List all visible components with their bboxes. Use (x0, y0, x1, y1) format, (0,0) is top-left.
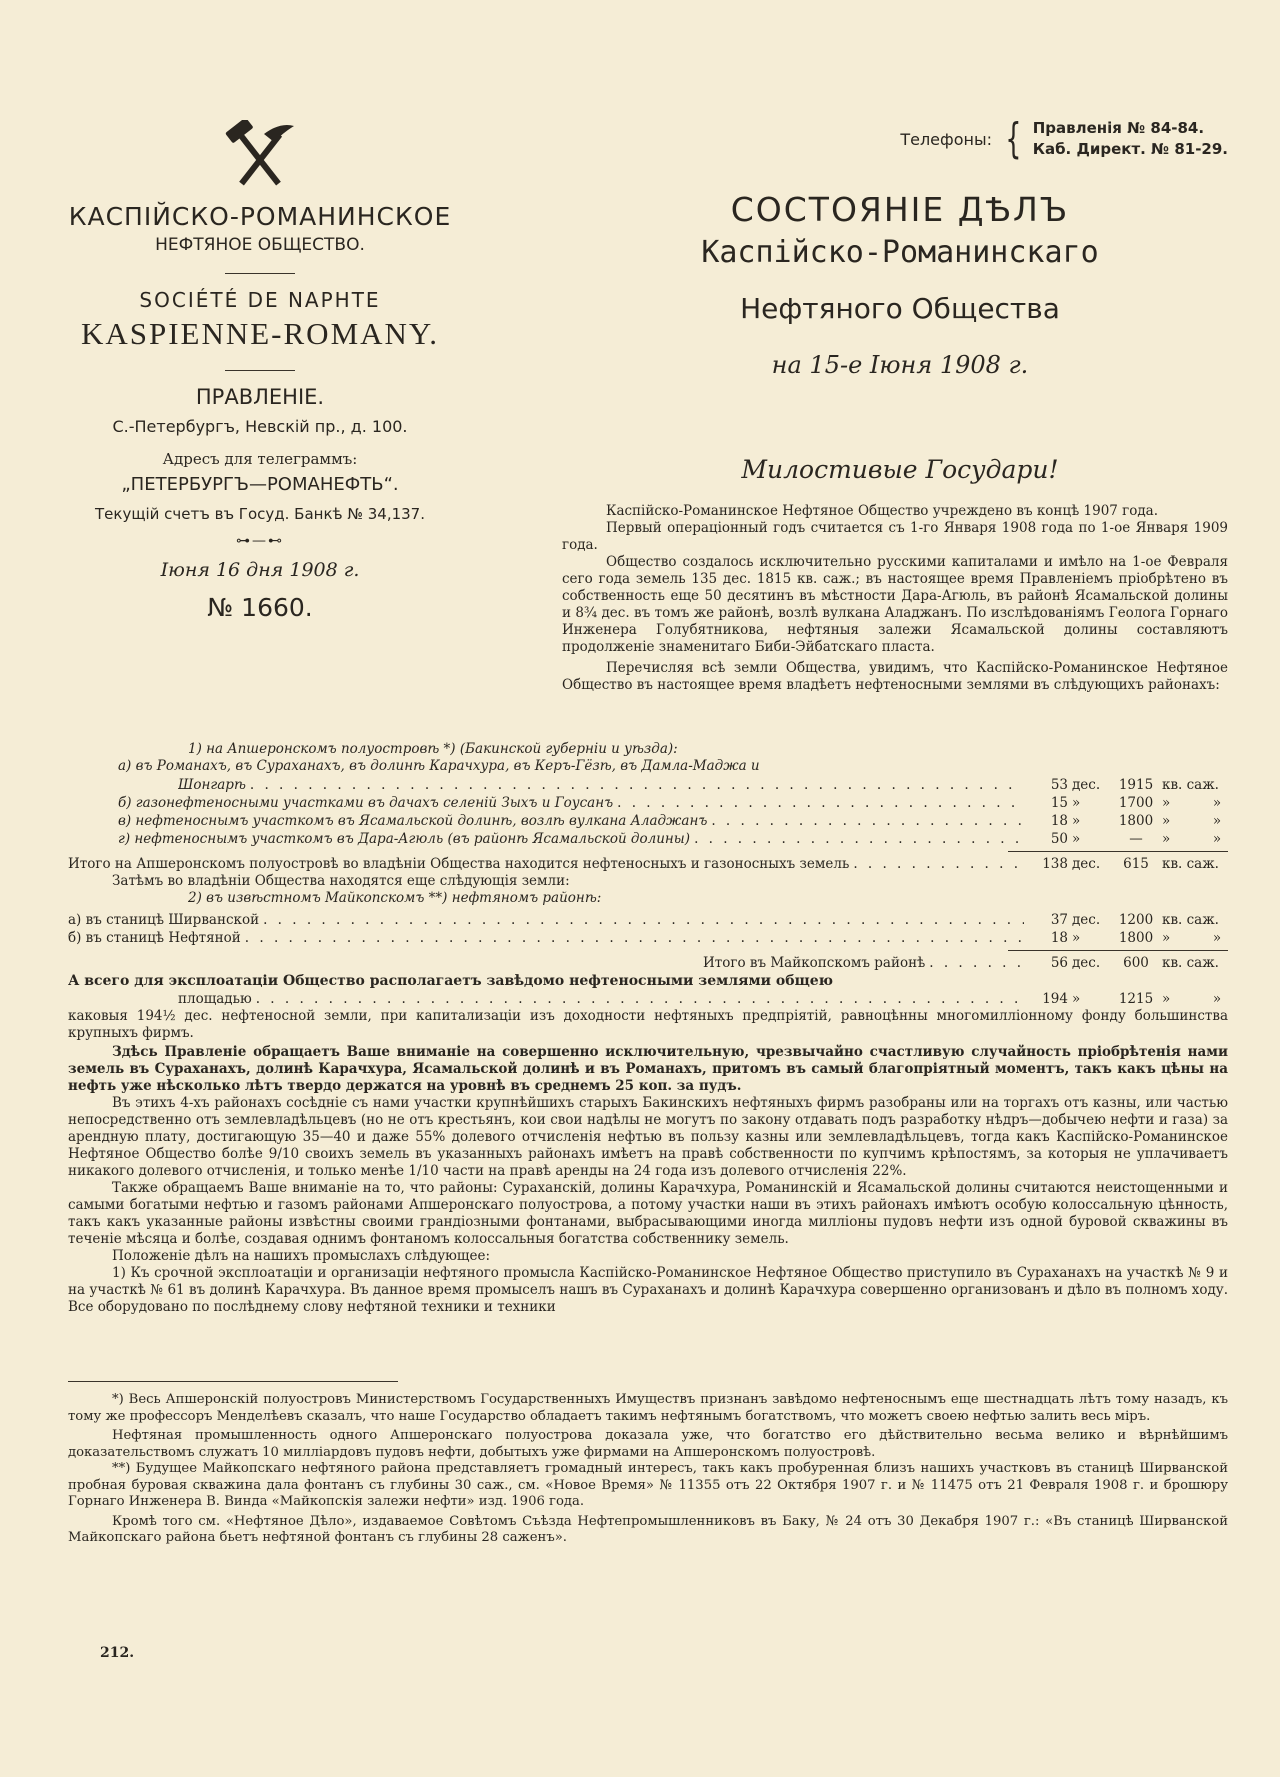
sazhen-value: 1200 (1118, 912, 1154, 928)
leader-dots (263, 912, 1024, 929)
maikop-row-a (68, 912, 1228, 929)
desiatin-value: 18 (1050, 813, 1068, 829)
total-label: Итого на Апшеронскомъ полуостровѣ во владѣніи Общества находится нефтеносныхъ и газоносныхъ земель (68, 856, 850, 872)
land-label: в) нефтеноснымъ участкомъ въ Ясамальской долинѣ, возлѣ вулкана Аладжанъ (118, 813, 708, 829)
sazhen-unit: кв. саж. (1162, 912, 1219, 928)
ornament-divider: ⊶—⊷ (236, 533, 284, 549)
sazhen-value: 1215 (1118, 991, 1154, 1007)
desiatin-value: 194 (1042, 991, 1068, 1007)
total-maikop-row (703, 955, 1228, 972)
desiatin-unit: » (1072, 991, 1081, 1007)
title-block (600, 190, 1200, 379)
grand-total-row (178, 991, 1228, 1008)
telephone-board: Правленія № 84-84. (1032, 119, 1205, 137)
land-label: г) нефтеноснымъ участкомъ въ Дара-Агюль (въ районѣ Ясамальской долины) (118, 831, 691, 847)
land-values (1024, 912, 1228, 929)
paragraph: Въ этихъ 4-хъ районахъ сосѣдніе съ нами участки крупнѣйшихъ старыхъ Бакинскихъ нефтяныхъ фирмъ разобраны или на торгахъ отъ казны, или частью непосредственно отъ землевладѣльцевъ (но не отъ крестьянъ, кои свои надѣлы не могутъ по закону отдавать подъ разработку нѣдръ—добычею нефти и газа) за арендную плату, достигающую 35—40 и даже 55% долевого отчисленія нефтью въ пользу казны или землевладѣльцевъ, тогда какъ Каспійско-Романинское Нефтяное Общество болѣе 9/10 своихъ земель въ указанныхъ районахъ имѣетъ на правѣ собственности по купчимъ крѣпостямъ, за которыя не уплачиваетъ никакого долевого отчисленія, и только менѣе 1/10 части на правѣ аренды на 24 года изъ долевого отчисленія 22%. (68, 1095, 1228, 1179)
desiatin-value: 18 (1050, 930, 1068, 946)
desiatin-unit: дес. (1072, 912, 1101, 928)
desiatin-unit: » (1072, 930, 1081, 946)
intro-text (562, 503, 1228, 694)
desiatin-unit: дес. (1072, 777, 1101, 793)
footnote-rule (68, 1381, 398, 1382)
footnotes (68, 1392, 1228, 1547)
paragraph: каковыя 194½ дес. нефтеносной земли, при капитализаціи изъ доходности нефтяныхъ предпріятій, равноцѣнны многомилліонному фонду большинства крупныхъ фирмъ. (68, 1008, 1228, 1041)
land-label: а) въ станицѣ Ширванской (68, 912, 260, 928)
footnote: **) Будущее Майкопскаго нефтяного района представляетъ громадный интересъ, такъ какъ пробуренная близъ нашихъ участковъ въ станицѣ Ширванской пробная буровая скважина дала фонтанъ съ глубины 30 саж., см. «Новое Время» № 11355 отъ 22 Октября 1907 г. и № 11475 отъ 21 Февраля 1908 г. и брошюру Горнаго Инженера В. Винда «Майкопскія залежи нефти» изд. 1906 года. (68, 1461, 1228, 1509)
land-row-g (118, 831, 1228, 848)
main-text (68, 1008, 1228, 1316)
ditto-mark: » (1212, 930, 1222, 946)
sazhen-unit: » (1162, 991, 1171, 1007)
board-heading: ПРАВЛЕНІЕ. (195, 385, 325, 409)
desiatin-value: 53 (1050, 777, 1068, 793)
company-name-fr-line1: SOCIÉTÉ DE NAPHTE (139, 288, 381, 312)
sazhen-value: 1800 (1118, 813, 1154, 829)
sazhen-unit: кв. саж. (1162, 777, 1219, 793)
land-values (1024, 831, 1228, 848)
paragraph: Общество создалось исключительно русскими капиталами и имѣло на 1-ое Февраля сего года земель 135 дес. 1815 кв. саж.; въ настоящее время Правленіемъ пріобрѣтено въ собственность еще 50 десятинъ въ мѣстности Дара-Агюль, въ районѣ Ясамальской долины и 8¾ дес. въ томъ же районѣ, возлѣ вулкана Аладжанъ. По изслѣдованіямъ Геолога Горнаго Инженера Голубятникова, нефтяныя залежи Ясамальской долины составляютъ продолженіе знаменитаго Биби-Эйбатскаго пласта. (562, 554, 1228, 655)
ditto-mark: » (1212, 813, 1222, 829)
company-name-fr-line2: KASPIENNE-ROMANY. (80, 316, 440, 351)
land-values (1024, 930, 1228, 947)
ditto-mark: » (1212, 831, 1222, 847)
company-name-ru-subtitle: НЕФТЯНОЕ ОБЩЕСТВО. (155, 235, 365, 255)
desiatin-unit: дес. (1072, 955, 1101, 971)
paragraph: Перечисляя всѣ земли Общества, увидимъ, что Каспійско-Романинское Нефтяное Общество въ настоящее время владѣетъ нефтеносными землями въ слѣдующихъ районахъ: (562, 660, 1228, 693)
land-row-v (118, 813, 1228, 830)
document-date: на 15-е Іюня 1908 г. (771, 351, 1029, 379)
desiatin-unit: » (1072, 813, 1081, 829)
desiatin-value: 37 (1050, 912, 1068, 928)
land-values (1024, 813, 1228, 830)
sazhen-unit: кв. саж. (1162, 955, 1219, 971)
section-maikop (68, 873, 1228, 907)
leader-dots (250, 777, 1024, 794)
telephone-list (1033, 118, 1228, 160)
sum-rule (1008, 851, 1228, 852)
leader-dots (245, 930, 1024, 947)
ditto-mark: » (1212, 991, 1222, 1007)
land-label: б) газонефтеносными участками въ дачахъ селеній Зыхъ и Гоусанъ (118, 795, 614, 811)
sazhen-value: 615 (1123, 856, 1149, 872)
leader-dots (256, 991, 1024, 1008)
footnote: *) Весь Апшеронскій полуостровъ Министерствомъ Государственныхъ Имуществъ признанъ завѣдомо нефтеноснымъ еще шестнадцать лѣтъ тому назадъ, къ тому же профессоръ Менделѣевъ сказалъ, что наше Государство обладаетъ такимъ нефтянымъ богатствомъ, что можетъ своею нефтью залить весь міръ. (68, 1392, 1228, 1424)
leader-dots (694, 831, 1024, 848)
land-values (1024, 777, 1228, 794)
leader-dots (711, 813, 1024, 830)
section-heading: 1) на Апшеронскомъ полуостровѣ *) (Бакинской губерніи и уѣзда): (188, 741, 678, 757)
sazhen-unit: » (1162, 795, 1171, 811)
leader-dots (617, 795, 1024, 812)
land-values (1024, 795, 1228, 812)
land-row-a-line1 (118, 758, 1228, 775)
section-heading: 2) въ извѣстномъ Майкопскомъ **) нефтяномъ районѣ: (188, 890, 602, 906)
ditto-mark: » (1212, 795, 1222, 811)
sazhen-unit: » (1162, 930, 1171, 946)
footnote: Нефтяная промышленность одного Апшеронскаго полуострова доказала уже, что богатство его дѣйствительно весьма велико и вѣрнѣйшимъ доказательствомъ служатъ 10 милліардовъ пудовъ нефти, добытыхъ уже фирмами на Апшеронскомъ полуостровѣ. (68, 1428, 1228, 1460)
total-values (1024, 955, 1228, 972)
maikop-row-b (68, 930, 1228, 947)
salutation: Милостивые Государи! (741, 455, 1059, 484)
desiatin-value: 138 (1042, 856, 1068, 872)
sum-rule (1008, 950, 1228, 951)
desiatin-value: 50 (1050, 831, 1068, 847)
divider (225, 273, 295, 274)
divider (225, 370, 295, 371)
paragraph: 1) Къ срочной эксплоатаціи и организаціи нефтяного промысла Каспійско-Романинское Нефтяное Общество приступило въ Сураханахъ на участкѣ № 9 и на участкѣ № 61 въ долинѣ Карачхура. Въ данное время промыселъ нашъ въ Сураханахъ и долинѣ Карачхура совершенно организованъ и дѣло въ полномъ ходу. Все оборудовано по послѣднему слову нефтяной техники и техники (68, 1265, 1228, 1315)
leader-dots (853, 856, 1024, 873)
sazhen-value: 1700 (1118, 795, 1154, 811)
brace-glyph: { (1005, 114, 1022, 163)
grand-total-line (68, 973, 1228, 990)
total-values (1024, 991, 1228, 1008)
letter-date: Іюня 16 дня 1908 г. (160, 559, 360, 581)
desiatin-value: 56 (1050, 955, 1068, 971)
sazhen-value: 1915 (1118, 777, 1154, 793)
section-apsheron (68, 741, 1228, 758)
telegram-address: „ПЕТЕРБУРГЪ—РОМАНЕФТЬ“. (121, 474, 399, 495)
leader-dots (929, 955, 1024, 972)
land-row-b (118, 795, 1228, 812)
paragraph: Первый операціонный годъ считается съ 1-го Января 1908 года по 1-ое Января 1909 года. (562, 520, 1228, 553)
document-title: СОСТОЯНІЕ ДѢЛЪ (730, 190, 1070, 229)
sazhen-value: 600 (1123, 955, 1149, 971)
paragraph: Затѣмъ во владѣніи Общества находятся еще слѣдующія земли: (112, 873, 570, 889)
sazhen-unit: » (1162, 813, 1171, 829)
desiatin-unit: » (1072, 831, 1081, 847)
paragraph: Также обращаемъ Ваше вниманіе на то, что районы: Сураханскій, долины Карачхура, Романинскій и Ясамальской долины считаются неистощенными и самыми богатыми нефтью и газомъ районами Апшеронскаго полуострова, а потому участки наши въ этихъ районахъ имѣютъ особую колоссальную цѣнность, такъ какъ указанные районы извѣстны своими грандіозными фонтанами, выбрасывающими иногда милліоны пудовъ нефти изъ одной буровой скважины въ теченіе мѣсяца и болѣе, создавая однимъ фонтаномъ колоссальныя богатства собственнику земель. (68, 1180, 1228, 1247)
letter-number: № 1660. (207, 593, 313, 622)
land-label: б) въ станицѣ Нефтяной (68, 930, 241, 946)
total-label: площадью (178, 991, 252, 1007)
bank-account: Текущій счетъ въ Госуд. Банкѣ № 34,137. (95, 505, 425, 523)
telegram-label: Адресъ для телеграммъ: (162, 450, 358, 468)
footnote: Кромѣ того см. «Нефтяное Дѣло», издаваемое Совѣтомъ Съѣзда Нефтепромышленниковъ въ Баку, № 24 отъ 30 Декабря 1907 г.: «Въ станицѣ Ширванской Майкопскаго района бьетъ нефтяной фонтанъ съ глубины 28 саженъ». (68, 1513, 1228, 1545)
land-row-a (178, 777, 1228, 794)
board-address: С.-Петербургъ, Невскій пр., д. 100. (112, 417, 408, 436)
document-title-company-2: Нефтяного Общества (740, 292, 1060, 325)
desiatin-unit: дес. (1072, 856, 1101, 872)
paragraph: Каспійско-Романинское Нефтяное Общество учреждено въ концѣ 1907 года. (606, 503, 1159, 519)
page-number: 212. (100, 1645, 135, 1661)
telephones (900, 114, 1228, 163)
total-apsheron-row (68, 856, 1228, 873)
total-values (1024, 856, 1228, 873)
sazhen-value: — (1129, 831, 1143, 847)
company-name-ru: КАСПІЙСКО-РОМАНИНСКОЕ (68, 202, 452, 231)
sazhen-unit: » (1162, 831, 1171, 847)
desiatin-value: 15 (1050, 795, 1068, 811)
telephones-label: Телефоны: (900, 129, 992, 149)
paragraph: Положеніе дѣлъ на нашихъ промыслахъ слѣдующее: (112, 1248, 490, 1264)
letterhead (60, 120, 460, 622)
land-label: Шонгарѣ (178, 777, 246, 793)
sazhen-value: 1800 (1118, 930, 1154, 946)
total-label: Итого въ Майкопскомъ районѣ (703, 955, 926, 971)
sazhen-unit: кв. саж. (1162, 856, 1219, 872)
land-label: а) въ Романахъ, въ Сураханахъ, въ долинѣ Карачхура, въ Керъ-Гёзѣ, въ Дамла-Маджа и (118, 758, 760, 774)
crossed-hammer-and-pick-icon (224, 120, 296, 192)
desiatin-unit: » (1072, 795, 1081, 811)
telephone-director: Каб. Директ. № 81-29. (1032, 140, 1228, 158)
document-title-company: Каспійско-Романинскаго (701, 235, 1099, 270)
paragraph: Здѣсь Правленіе обращаетъ Ваше вниманіе на совершенно исключительную, чрезвычайно счастливую случайность пріобрѣтенія нами земель въ Сураханахъ, долинѣ Карачхура, Ясамальской долинѣ и въ Романахъ, притомъ въ самый благопріятный моментъ, такъ какъ цѣны на нефть уже нѣсколько лѣтъ твердо держатся на уровнѣ въ среднемъ 25 коп. за пудъ. (68, 1044, 1228, 1094)
grand-total-text: А всего для эксплоатаціи Общество располагаетъ завѣдомо нефтеносными землями общею (68, 973, 833, 989)
